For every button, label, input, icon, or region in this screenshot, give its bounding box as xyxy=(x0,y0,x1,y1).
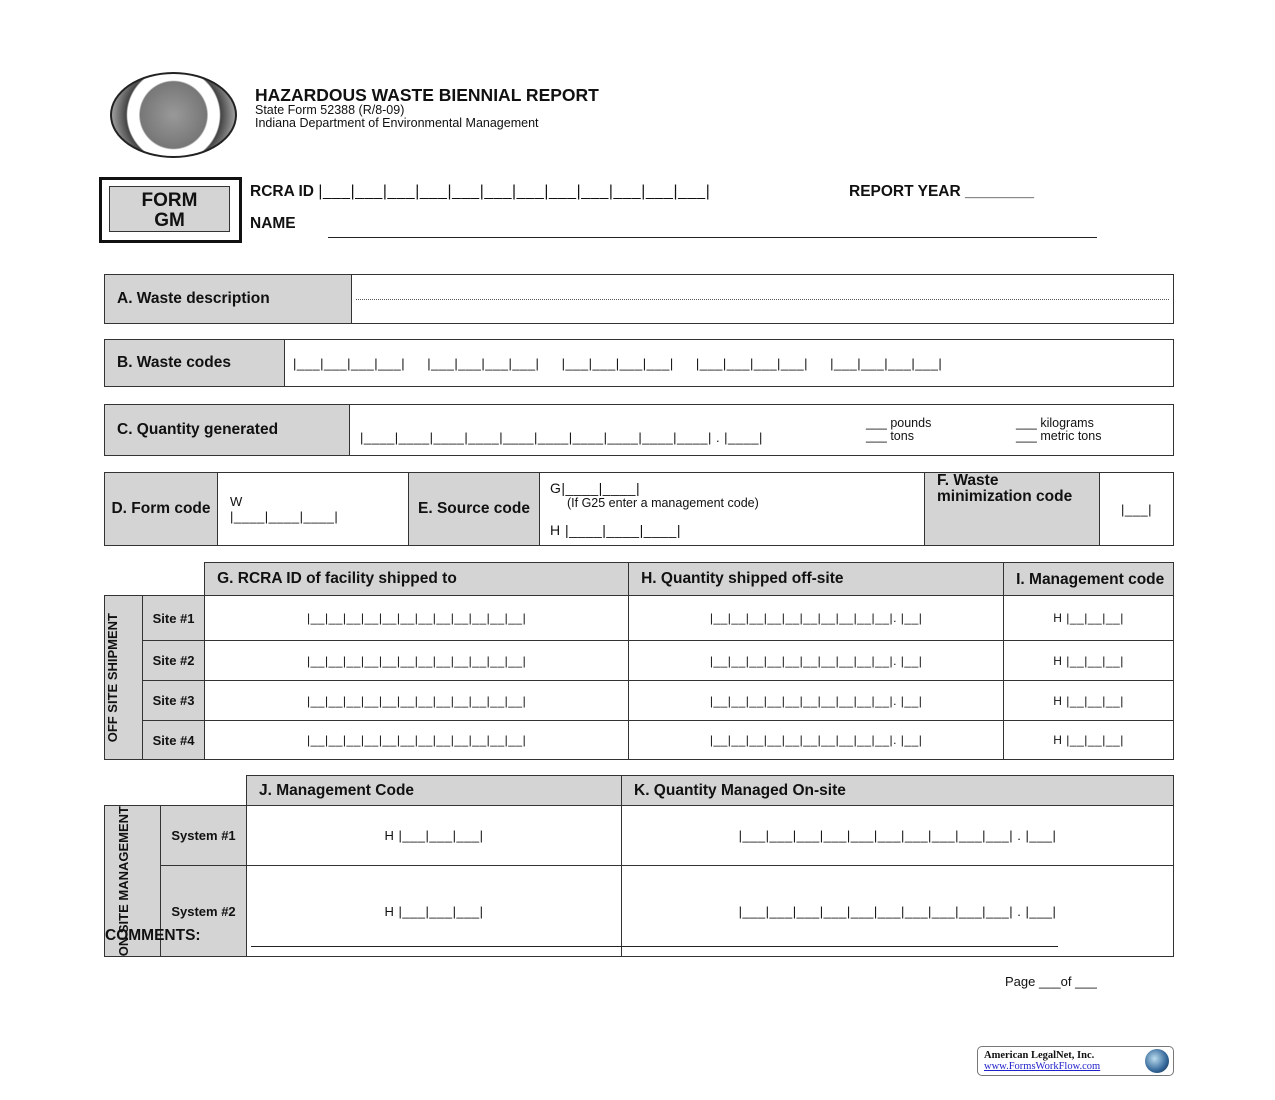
source-code-label: E. Source code xyxy=(409,473,540,546)
name-label: NAME xyxy=(250,215,296,232)
site-management-field[interactable]: H |__|__|__| xyxy=(1004,596,1174,641)
system-label: System #2 xyxy=(161,866,247,957)
legalnet-link[interactable]: www.FormsWorkFlow.com xyxy=(984,1061,1101,1072)
system-code-field[interactable]: H |___|___|___| xyxy=(247,866,622,957)
rcra-id-label: RCRA ID xyxy=(250,183,315,200)
section-b-waste-codes xyxy=(104,339,1174,387)
site-quantity-field[interactable]: |__|__|__|__|__|__|__|__|__|__|. |__| xyxy=(629,596,1004,641)
offsite-shipment-table xyxy=(104,562,1174,760)
site-label: Site #1 xyxy=(143,596,205,641)
comments-label: COMMENTS: xyxy=(105,927,201,944)
waste-description-label: A. Waste description xyxy=(105,275,352,324)
unit-pounds[interactable]: ___ pounds xyxy=(866,416,932,430)
site-management-field[interactable]: H |__|__|__| xyxy=(1004,721,1174,760)
waste-code-field[interactable]: |___|___|___|___| xyxy=(830,355,943,371)
waste-code-field[interactable]: |___|___|___|___| xyxy=(427,355,540,371)
form-code-field[interactable]: |____|____|____| xyxy=(230,509,339,524)
report-year-field[interactable]: ________ xyxy=(965,183,1034,200)
page-number: Page ___of ___ xyxy=(1005,974,1097,989)
waste-code-field[interactable]: |___|___|___|___| xyxy=(293,355,406,371)
site-rcra-field[interactable]: |__|__|__|__|__|__|__|__|__|__|__|__| xyxy=(205,641,629,681)
waste-code-field[interactable]: |___|___|___|___| xyxy=(561,355,674,371)
waste-minimization-label: F. Waste minimization code xyxy=(925,473,1100,546)
form-code-prefix: W xyxy=(230,494,243,509)
unit-kilograms[interactable]: ___ kilograms xyxy=(1016,416,1094,430)
unit-tons[interactable]: ___ tons xyxy=(866,429,914,443)
site-quantity-field[interactable]: |__|__|__|__|__|__|__|__|__|__|. |__| xyxy=(629,681,1004,721)
waste-code-field[interactable]: |___|___|___|___| xyxy=(695,355,808,371)
header-management-code: I. Management code xyxy=(1004,563,1174,596)
form-gm-box xyxy=(99,177,242,243)
report-year-label: REPORT YEAR xyxy=(849,183,961,200)
waste-description-field[interactable] xyxy=(352,275,1174,324)
section-d-e-f xyxy=(104,472,1174,546)
form-code-label: GM xyxy=(154,210,185,231)
quantity-generated-field[interactable]: |____|____|____|____|____|____|____|____|____|____| . |____| xyxy=(360,430,763,445)
legalnet-logo xyxy=(977,1046,1174,1076)
system-quantity-field[interactable]: |___|___|___|___|___|___|___|___|___|___| . |___| xyxy=(622,866,1174,957)
site-quantity-field[interactable]: |__|__|__|__|__|__|__|__|__|__|. |__| xyxy=(629,641,1004,681)
globe-icon xyxy=(1145,1049,1169,1073)
indiana-state-seal xyxy=(110,72,237,158)
header-rcra-id-shipped: G. RCRA ID of facility shipped to xyxy=(205,563,629,596)
waste-codes-label: B. Waste codes xyxy=(105,340,285,387)
system-label: System #1 xyxy=(161,806,247,866)
form-number: State Form 52388 (R/8-09) xyxy=(255,103,405,117)
quantity-generated-label: C. Quantity generated xyxy=(105,405,350,456)
site-rcra-field[interactable]: |__|__|__|__|__|__|__|__|__|__|__|__| xyxy=(205,681,629,721)
section-c-quantity-generated xyxy=(104,404,1174,456)
header-quantity-shipped: H. Quantity shipped off-site xyxy=(629,563,1004,596)
onsite-side-label: ON SITE MANAGEMENT xyxy=(115,806,131,957)
onsite-management-table xyxy=(104,775,1174,957)
system-code-field[interactable]: H |___|___|___| xyxy=(247,806,622,866)
site-management-field[interactable]: H |__|__|__| xyxy=(1004,641,1174,681)
source-code-g-field[interactable]: G|____|____| xyxy=(550,480,641,496)
site-label: Site #3 xyxy=(143,681,205,721)
system-quantity-field[interactable]: |___|___|___|___|___|___|___|___|___|___| . |___| xyxy=(622,806,1174,866)
name-field[interactable] xyxy=(328,236,1097,238)
source-code-h-field[interactable]: H |____|____|____| xyxy=(550,522,681,538)
header-management-code-j: J. Management Code xyxy=(247,776,622,806)
form-code-label: D. Form code xyxy=(105,473,218,546)
source-code-note: (If G25 enter a management code) xyxy=(567,496,759,510)
site-rcra-field[interactable]: |__|__|__|__|__|__|__|__|__|__|__|__| xyxy=(205,721,629,760)
site-label: Site #2 xyxy=(143,641,205,681)
waste-minimization-field[interactable]: |___| xyxy=(1100,473,1174,546)
site-rcra-field[interactable]: |__|__|__|__|__|__|__|__|__|__|__|__| xyxy=(205,596,629,641)
site-quantity-field[interactable]: |__|__|__|__|__|__|__|__|__|__|. |__| xyxy=(629,721,1004,760)
comments-field[interactable] xyxy=(251,946,1058,947)
site-label: Site #4 xyxy=(143,721,205,760)
site-management-field[interactable]: H |__|__|__| xyxy=(1004,681,1174,721)
unit-metric-tons[interactable]: ___ metric tons xyxy=(1016,429,1102,443)
legalnet-brand: American LegalNet, Inc. xyxy=(984,1050,1095,1061)
form-label: FORM xyxy=(141,190,198,211)
agency-name: Indiana Department of Environmental Management xyxy=(255,116,539,130)
header-quantity-managed: K. Quantity Managed On-site xyxy=(622,776,1174,806)
section-a-waste-description xyxy=(104,274,1174,324)
report-title: HAZARDOUS WASTE BIENNIAL REPORT xyxy=(255,85,599,105)
rcra-id-field[interactable]: |___|___|___|___|___|___|___|___|___|___|___|___| xyxy=(318,183,711,200)
offsite-side-label: OFF SITE SHIPMENT xyxy=(105,612,120,743)
